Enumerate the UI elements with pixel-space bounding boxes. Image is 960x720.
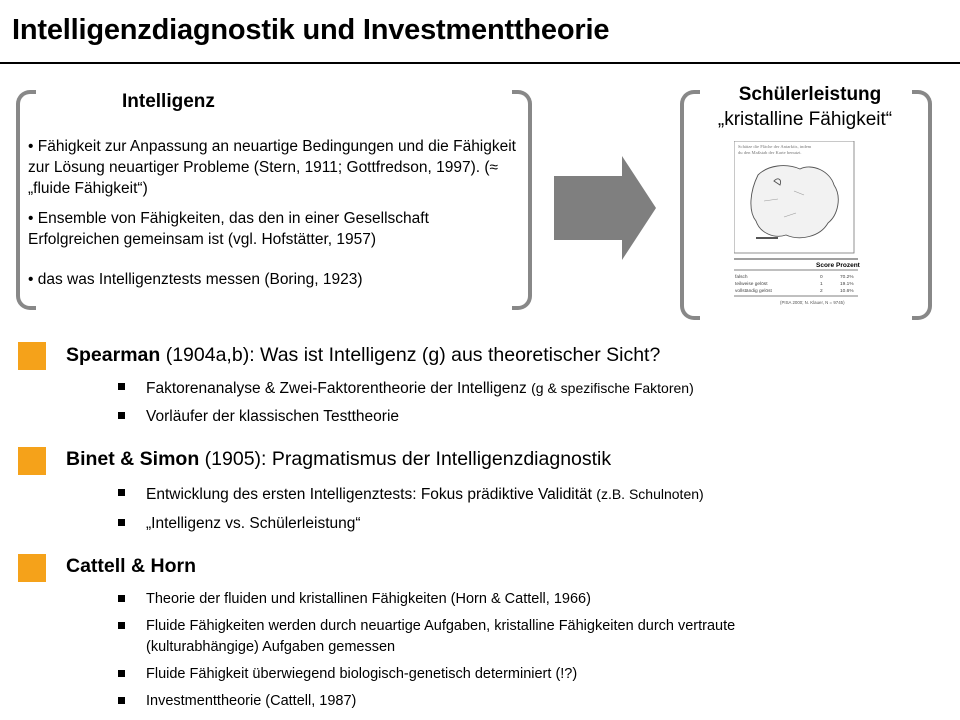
section-name: Cattell & Horn <box>66 555 197 577</box>
section-marker-cattell <box>18 554 46 582</box>
item-text: Vorläufer der klassischen Testtheorie <box>146 408 400 425</box>
antarctica-shape <box>751 166 838 238</box>
bullet-square-icon <box>118 519 125 526</box>
thumb-row-percent-1: 70.2% <box>840 275 854 280</box>
schuelerleistung-heading: Schülerleistung <box>738 84 882 105</box>
schuelerleistung-subheading: „kristalline Fähigkeit“ <box>717 109 893 130</box>
section-heading-cattell <box>66 555 196 578</box>
item-text: Investmenttheorie (Cattell, 1987) <box>146 693 357 709</box>
item-text: Faktorenanalyse & Zwei-Faktorentheorie der Intelligenz <box>146 380 532 397</box>
bullet-square-icon <box>118 670 125 677</box>
item-note: (z.B. Schulnoten) <box>596 486 704 502</box>
right-arrow-icon <box>554 156 658 260</box>
section-marker-binet <box>18 447 46 475</box>
title-divider <box>0 62 960 64</box>
section-marker-spearman <box>18 342 46 370</box>
item-note: (g & spezifische Faktoren) <box>531 380 694 396</box>
bullet-square-icon <box>118 595 125 602</box>
item-text: Theorie der fluiden und kristallinen Fähigkeiten (Horn & Cattell, 1966) <box>146 591 591 607</box>
section-rest: (1905): Pragmatismus der Intelligenzdiagnostik <box>199 448 612 470</box>
item-text: Fluide Fähigkeiten werden durch neuartige Aufgaben, kristalline Fähigkeiten durch vertraute (kulturabhängige) Aufgaben gemessen <box>146 618 736 655</box>
thumb-caption-1: Schätze die Fläche der Antarktis, indem <box>738 144 812 149</box>
thumb-row-label-3: vollständig gelöst <box>735 289 772 294</box>
section-rest: (1904a,b): Was ist Intelligenz (g) aus theoretischer Sicht? <box>160 344 661 366</box>
item-text: Entwicklung des ersten Intelligenztests: Fokus prädiktive Validität <box>146 486 597 503</box>
thumb-header-percent: Prozent <box>836 262 860 269</box>
bullet-square-icon <box>118 412 125 419</box>
section-name: Binet & Simon <box>66 448 200 470</box>
thumb-row-label-2: teilweise gelöst <box>735 282 768 287</box>
intelligenz-bullet-1: • Fähigkeit zur Anpassung an neuartige Bedingungen und die Fähigkeit zur Lösung neuartiger Probleme (Stern, 1911; Gottfredson, 1997). (≈ „fluide Fähigkeit“) <box>28 138 516 197</box>
bullet-square-icon <box>118 697 125 704</box>
item-text: „Intelligenz vs. Schülerleistung“ <box>146 515 361 532</box>
thumb-row-score-2: 1 <box>820 282 823 287</box>
thumb-row-score-1: 0 <box>820 275 823 280</box>
section-heading-spearman <box>66 344 660 367</box>
item-text: Fluide Fähigkeit überwiegend biologisch-genetisch determiniert (!?) <box>146 666 578 682</box>
thumb-source: (PISA 2000; N. Klauer, N = 9745) <box>780 300 845 305</box>
thumb-caption-2: du den Maßstab der Karte benutzt. <box>738 150 802 155</box>
section-name: Spearman <box>66 344 161 366</box>
intelligenz-bullet-2: • Ensemble von Fähigkeiten, das den in einer Gesellschaft Erfolgreichen gemeinsam ist (vgl. Hofstätter, 1957) <box>28 210 429 248</box>
thumb-row-score-3: 2 <box>820 289 823 294</box>
thumb-row-percent-3: 10.6% <box>840 289 854 294</box>
intelligenz-bullet-3: • das was Intelligenztests messen (Boring, 1923) <box>28 271 363 288</box>
map-scale-bar <box>756 237 778 239</box>
bullet-square-icon <box>118 622 125 629</box>
page-title: Intelligenzdiagnostik und Investmenttheorie <box>12 14 610 46</box>
thumb-row-label-1: falsch <box>735 275 748 280</box>
bullet-square-icon <box>118 489 125 496</box>
bullet-square-icon <box>118 383 125 390</box>
pisa-task-thumbnail <box>734 141 866 319</box>
section-heading-binet <box>66 448 611 471</box>
intelligenz-heading: Intelligenz <box>122 91 215 112</box>
thumb-header-score: Score <box>816 262 835 269</box>
thumb-row-percent-2: 19.1% <box>840 282 854 287</box>
